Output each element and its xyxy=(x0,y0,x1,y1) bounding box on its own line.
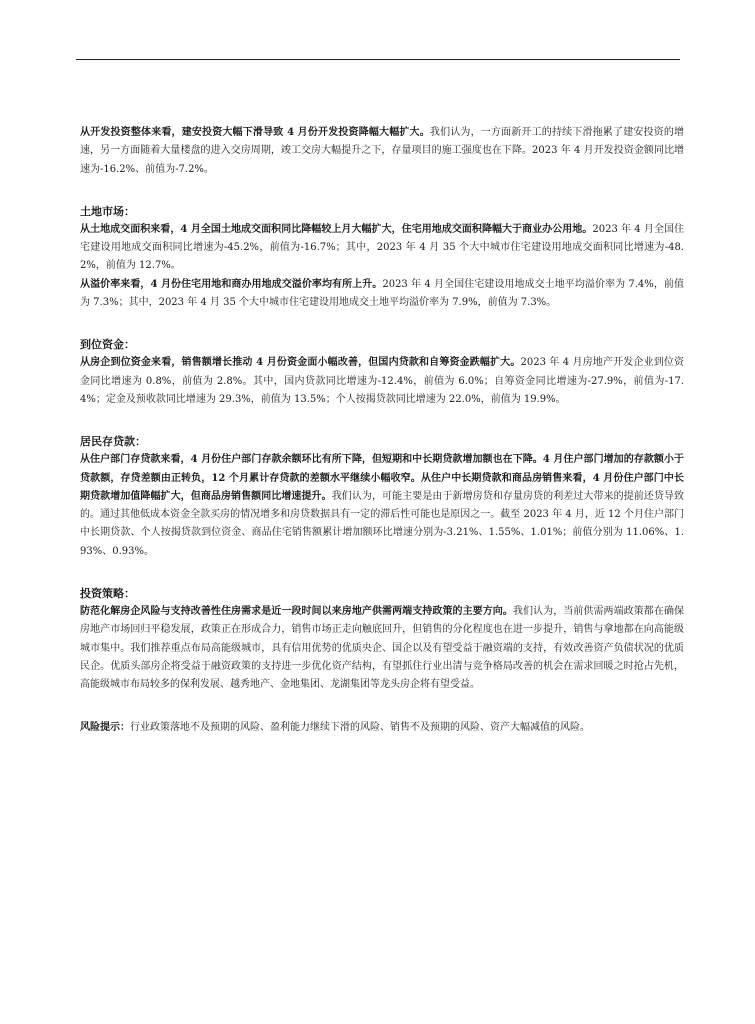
funds-body: 2023 年 4 月房地产开发企业到位资金同比增速为 0.8%，前值为 2.8%。其中，国内贷款同比增速为-12.4%，前值为 6.0%；自筹资金同比增速为-27.9%，前值为-17.4%；定金及预收款同比增速为 29.3%，前值为 13.5%；个人按揭贷款同比增速为 22.0%，前值为 19.9%。 xyxy=(80,357,684,405)
strategy-lead: 防范化解房企风险与支持改善性住房需求是近一段时间以来房地产供需两端支持政策的主要方向。 xyxy=(80,606,513,618)
risk-paragraph xyxy=(80,719,684,737)
deposits-paragraph xyxy=(80,451,684,561)
land-heading: 土地市场： xyxy=(80,204,135,218)
development-investment-section xyxy=(80,124,684,179)
risk-section xyxy=(80,719,684,737)
intro-lead: 从开发投资整体来看，建安投资大幅下滑导致 4 月份开发投资降幅大幅扩大。 xyxy=(80,127,430,138)
strategy-paragraph xyxy=(80,603,684,694)
land-premium-lead: 从溢价率来看，4 月份住宅用地和商办用地成交溢价率均有所上升。 xyxy=(80,278,383,290)
deposits-heading: 居民存贷款： xyxy=(80,435,146,449)
risk-label: 风险提示： xyxy=(80,721,130,733)
strategy-heading: 投资策略： xyxy=(80,587,135,601)
land-market-section xyxy=(80,203,684,312)
strategy-body: 我们认为，当前供需两端政策都在确保房地产市场回归平稳发展，政策正在形成合力，销售市场正走向触底回升，但销售的分化程度也在进一步提升，销售与拿地都在向高能级城市集中。我们推荐重点布局高能级城市，具有信用优势的优质央企、国企以及有望受益于融资端的支持，有效改善资产负债状况的优质民企。优质头部房企将受益于融资政策的支持进一步优化资产结构，有望抓住行业出清与竞争格局改善的机会在需求回暖之时抢占先机，高能级城市布局较多的保利发展、越秀地产、金地集团、龙湖集团等龙头房企将有望受益。 xyxy=(80,606,685,691)
funds-section xyxy=(80,336,684,409)
intro-body: 我们认为，一方面新开工的持续下滑拖累了建安投资的增速，另一方面随着大量楼盘的进入交房周期，竣工交房大幅提升之下，存量项目的施工强度也在下降。2023 年 4 月开发投资金额同比增速为-16.2%、前值为-7.2%。 xyxy=(80,127,685,175)
deposits-lead: 从住户部门存贷款来看，4 月份住户部门存款余额环比有所下降，但短期和中长期贷款增加额也在下降。4 月住户部门增加的存款额小于贷款额，存贷差额由正转负，12 个月累计存贷款的差额水平继续小幅收窄。从住户中长期贷款和商品房销售来看，4 月份住户部门中长期贷款增加值降幅扩大，但商品房销售额同比增速提升。 xyxy=(80,454,684,502)
deposits-section xyxy=(80,433,684,561)
funds-heading: 到位资金： xyxy=(80,338,135,352)
land-area-paragraph xyxy=(80,221,684,276)
header-rule xyxy=(76,59,680,60)
report-body xyxy=(80,124,684,761)
deposits-body: 我们认为，可能主要是由于新增房贷和存量房贷的利差过大带来的提前还贷导致的。通过其他低成本资金全款买房的情况增多和房贷数据具有一定的滞后性可能也是原因之一。截至 2023 年 4 月，近 12 个月住户部门中长期贷款、个人按揭贷款到位资金、商品住宅销售额累计增加额环比增速分别为-3.21%、1.55%、1.01%；前值分别为 11.06%、1.93%、0.93%。 xyxy=(80,490,685,557)
land-premium-paragraph xyxy=(80,276,684,313)
land-area-body: 2023 年 4 月全国住宅建设用地成交面积同比增速为-45.2%，前值为-16.7%；其中，2023 年 4 月 35 个大中城市住宅建设用地成交面积同比增速为-48.2%，前值为 12.7%。 xyxy=(80,223,684,272)
intro-paragraph xyxy=(80,124,684,179)
funds-lead: 从房企到位资金来看，销售额增长推动 4 月份资金面小幅改善，但国内贷款和自筹资金跌幅扩大。 xyxy=(80,357,521,369)
risk-body: 行业政策落地不及预期的风险、盈利能力继续下滑的风险、销售不及预期的风险、资产大幅减值的风险。 xyxy=(130,721,590,733)
strategy-section xyxy=(80,585,684,694)
funds-paragraph xyxy=(80,354,684,409)
land-area-lead: 从土地成交面积来看，4 月全国土地成交面积同比降幅较上月大幅扩大，住宅用地成交面积降幅大于商业办公用地。 xyxy=(80,223,593,235)
land-premium-body: 2023 年 4 月全国住宅建设用地成交土地平均溢价率为 7.4%，前值为 7.3%；其中，2023 年 4 月 35 个大中城市住宅建设用地成交土地平均溢价率为 7.9%，前值为 7.3%。 xyxy=(80,278,684,309)
